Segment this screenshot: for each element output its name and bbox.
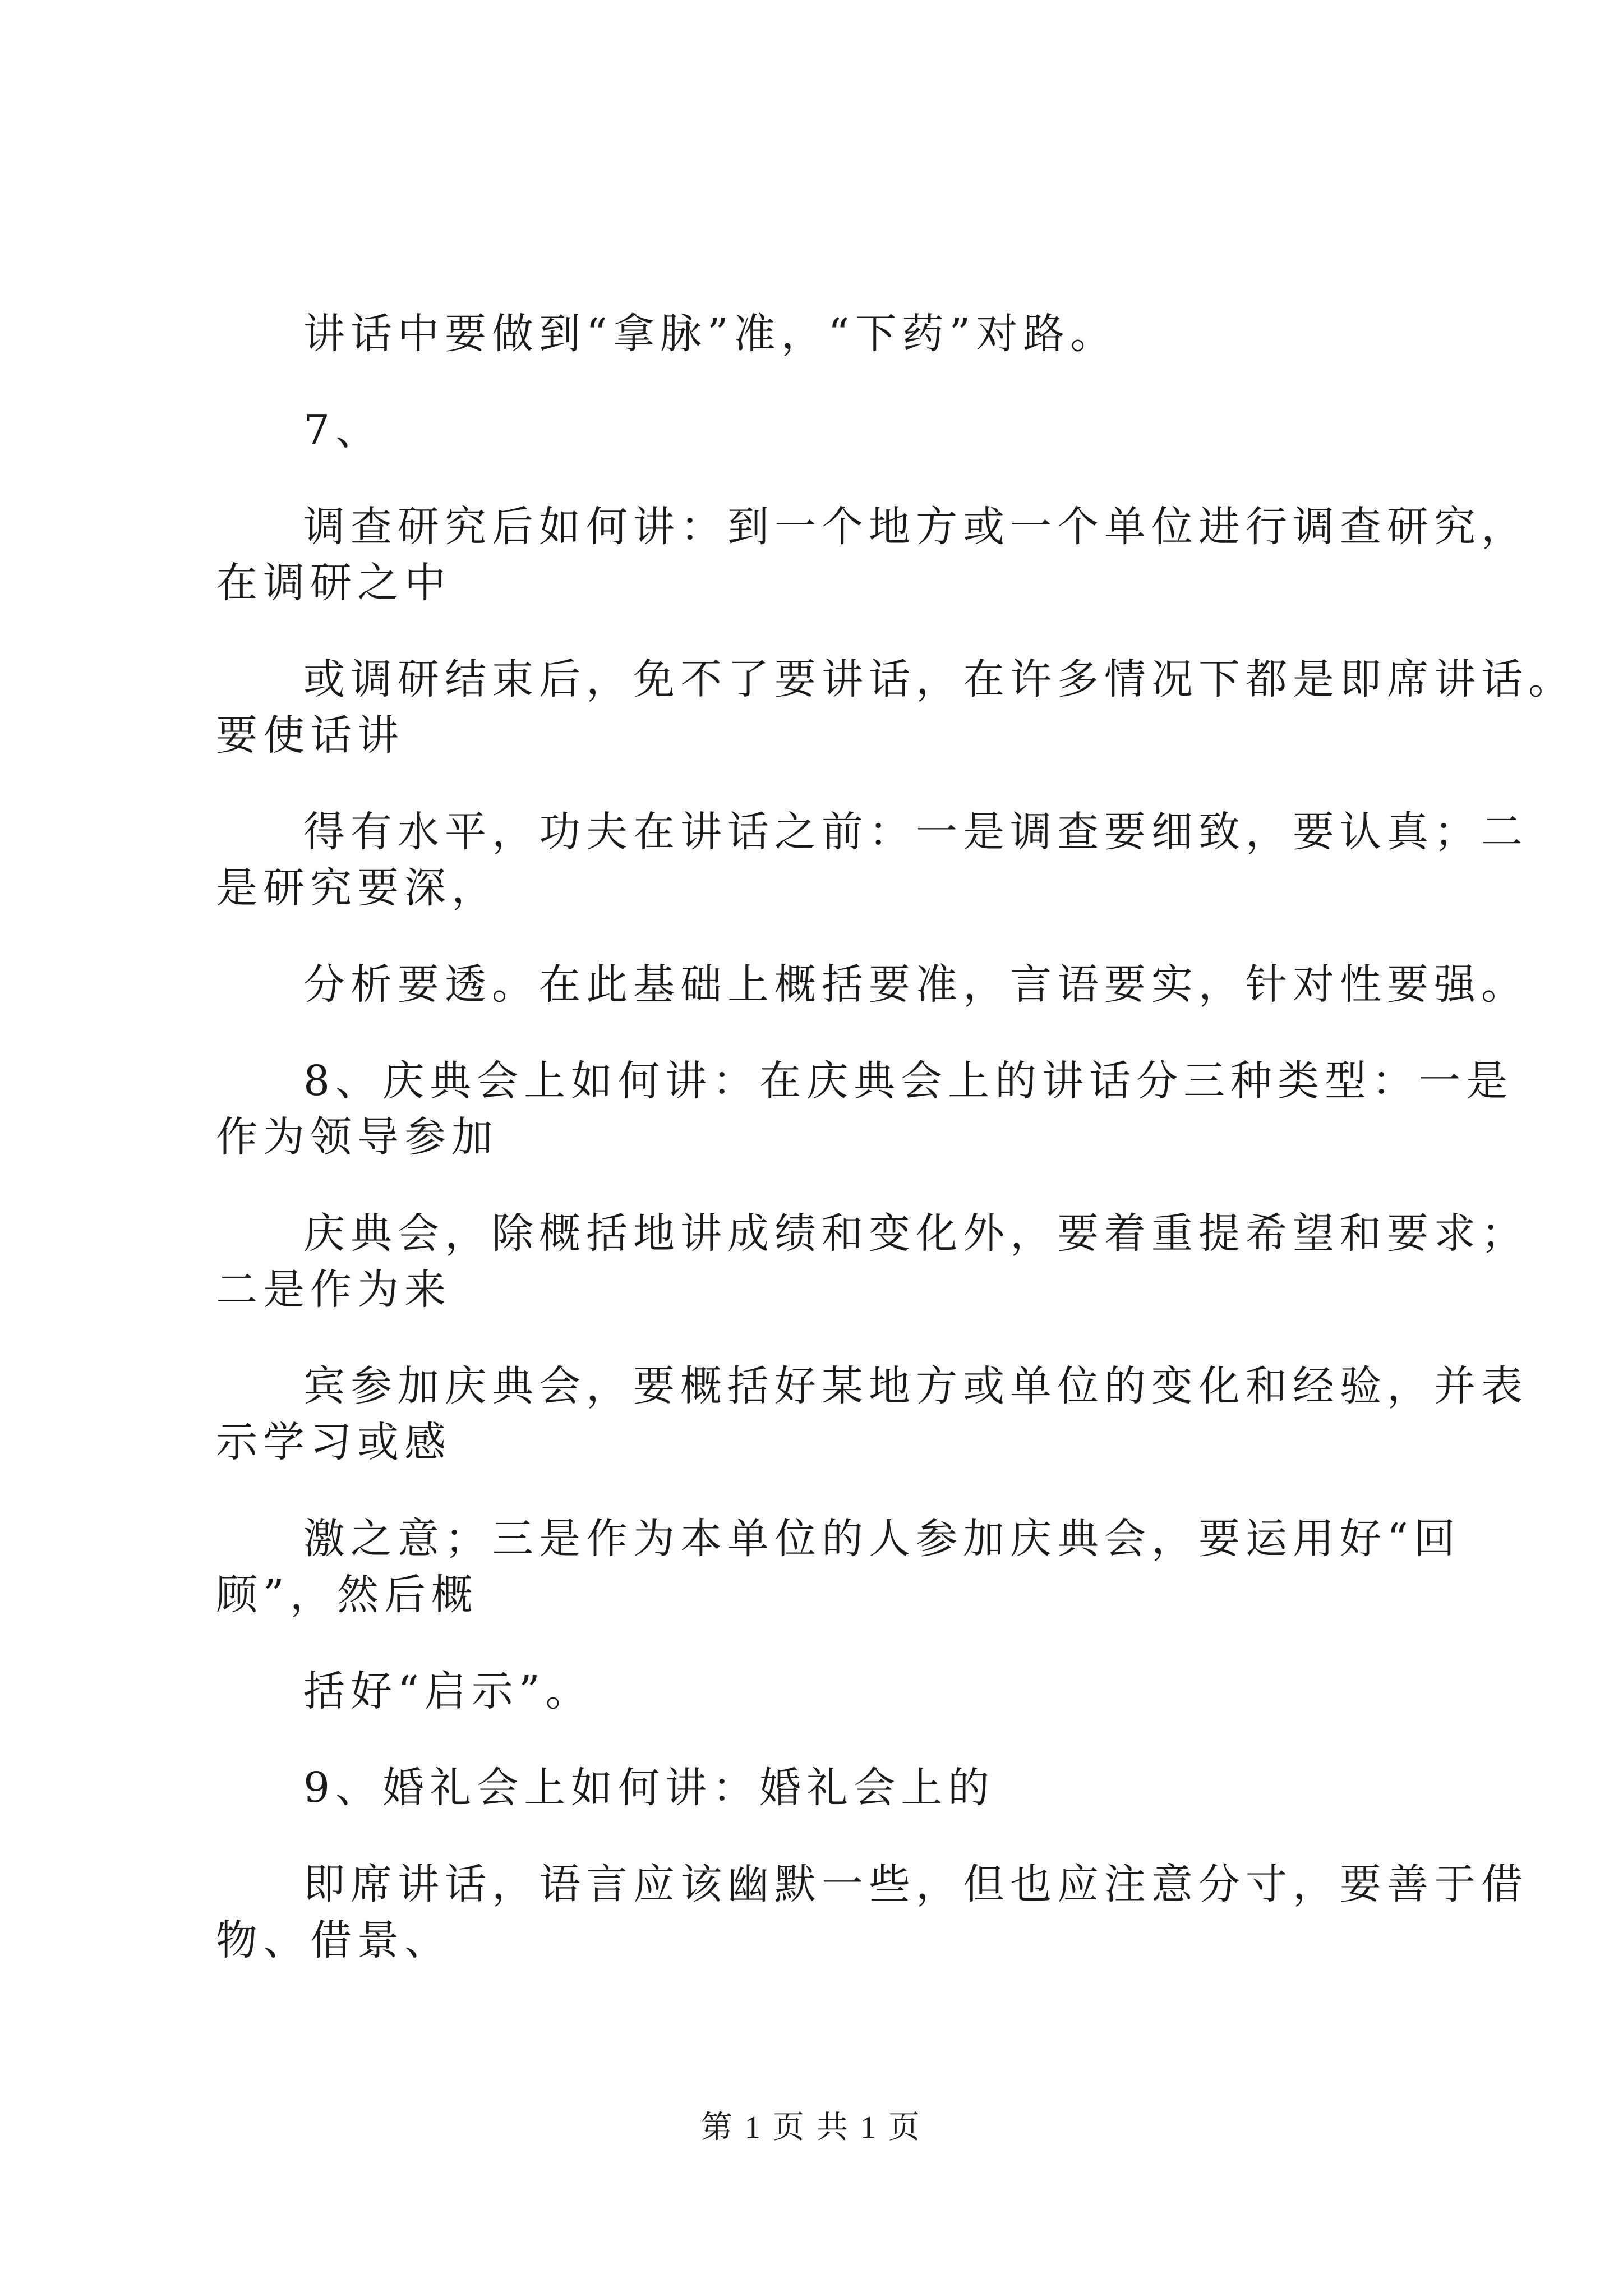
document-body [216, 306, 1575, 1968]
paragraph-6 [216, 956, 1528, 1013]
page-footer [0, 2102, 1623, 2147]
paragraph-line: 宾参加庆典会，要概括好某地方或单位的变化和经验，并表 [303, 1362, 1528, 1410]
paragraph-12 [216, 1760, 1422, 1816]
paragraph-line: 7、 [303, 406, 383, 454]
paragraph-5 [216, 804, 1528, 916]
paragraph-13 [216, 1856, 1528, 1968]
paragraph-line: 物、借景、 [216, 1916, 451, 1964]
paragraph-2 [216, 402, 1422, 458]
paragraph-line: 顾”，然后概 [216, 1571, 478, 1619]
page-number-label: 第 1 页 共 1 页 [701, 2110, 922, 2145]
paragraph-line: 得有水平，功夫在讲话之前：一是调查要细致，要认真；二 [303, 808, 1528, 856]
paragraph-1 [216, 306, 1422, 362]
paragraph-line: 要使话讲 [216, 711, 404, 760]
paragraph-line: 在调研之中 [216, 559, 451, 607]
paragraph-line: 即席讲话，语言应该幽默一些，但也应注意分寸，要善于借 [303, 1860, 1528, 1908]
paragraph-3 [216, 499, 1528, 611]
paragraph-9 [216, 1358, 1528, 1470]
paragraph-line: 激之意；三是作为本单位的人参加庆典会，要运用好“回 [303, 1515, 1461, 1563]
paragraph-7 [216, 1053, 1514, 1165]
paragraph-line: 示学习或感 [216, 1418, 451, 1466]
paragraph-line: 讲话中要做到“拿脉”准，“下药”对路。 [303, 310, 1118, 358]
paragraph-line: 二是作为来 [216, 1266, 451, 1314]
paragraph-line: 括好“启示”。 [303, 1667, 593, 1715]
paragraph-line: 分析要透。在此基础上概括要准，言语要实，针对性要强。 [303, 960, 1528, 1009]
paragraph-line: 庆典会，除概括地讲成绩和变化外，要着重提希望和要求； [303, 1209, 1528, 1258]
paragraph-line: 是研究要深， [216, 864, 499, 912]
paragraph-line: 作为领导参加 [216, 1113, 499, 1161]
paragraph-line: 8、庆典会上如何讲：在庆典会上的讲话分三种类型：一是 [303, 1057, 1514, 1105]
paragraph-11 [216, 1663, 1422, 1719]
paragraph-line: 9、婚礼会上如何讲：婚礼会上的 [303, 1764, 995, 1812]
paragraph-line: 或调研结束后，免不了要讲话，在许多情况下都是即席讲话。 [303, 655, 1575, 703]
paragraph-10 [216, 1511, 1461, 1623]
paragraph-4 [216, 651, 1575, 763]
paragraph-8 [216, 1205, 1528, 1318]
paragraph-line: 调查研究后如何讲：到一个地方或一个单位进行调查研究， [303, 503, 1528, 551]
